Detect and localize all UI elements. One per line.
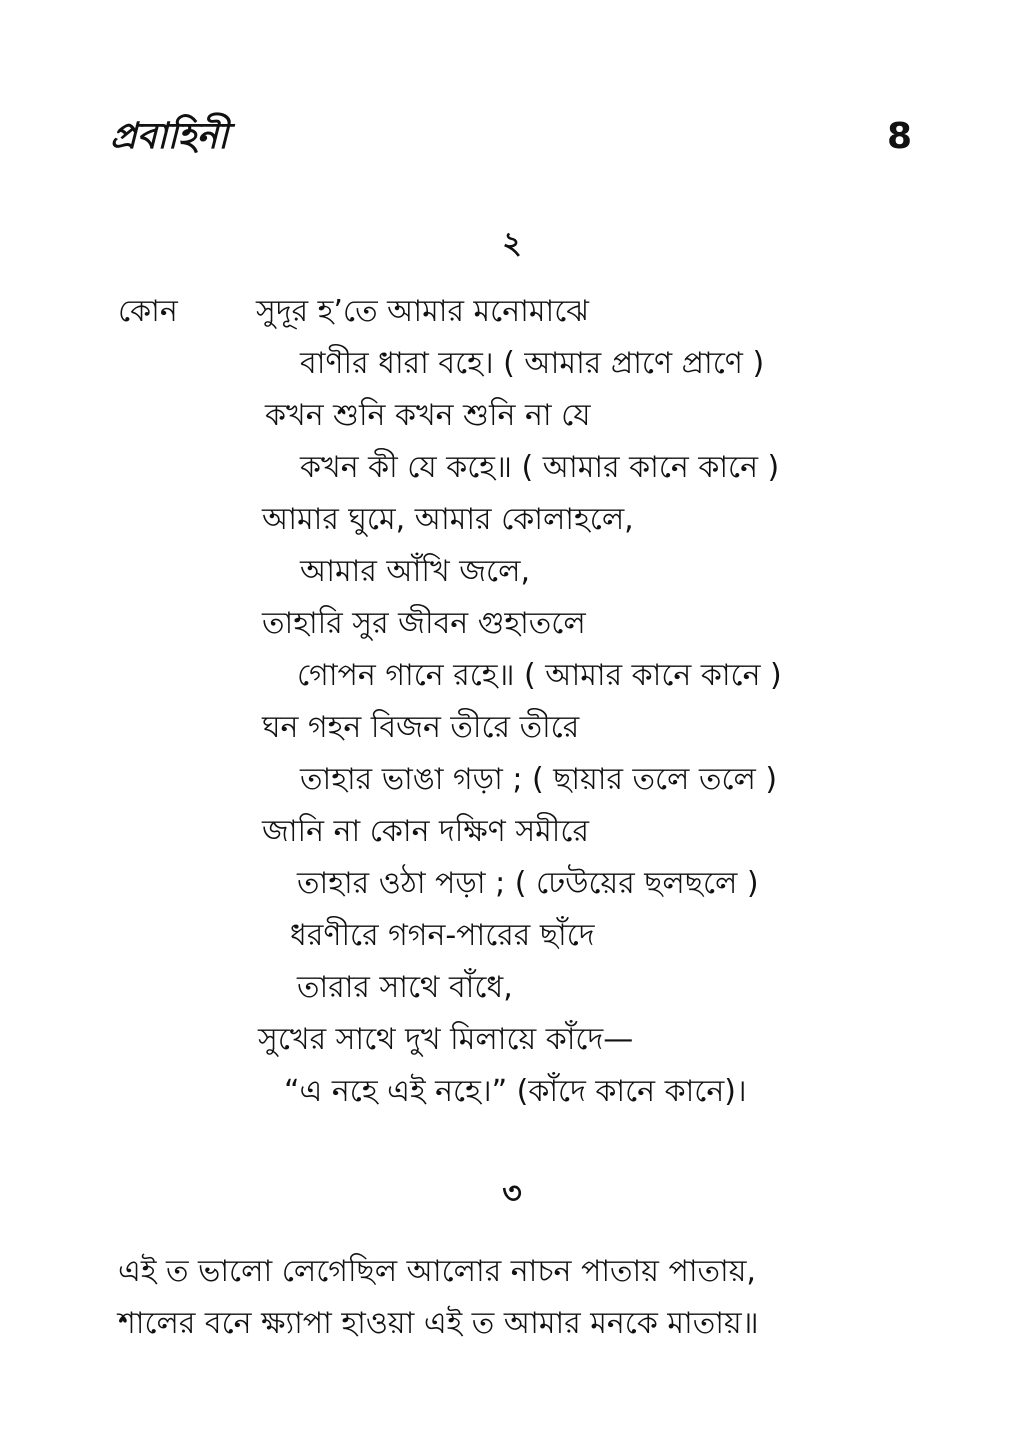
- song-2-line-10: তাহার ভাঙা গড়া ; ( ছায়ার তলে তলে ): [300, 762, 778, 797]
- song-2-line-6: আমার আঁখি জলে,: [300, 554, 530, 589]
- song-2-line-3: কখন শুনি কখন শুনি না যে: [265, 398, 591, 433]
- page-number: 8: [886, 116, 912, 157]
- song-2-lead-word: কোন: [118, 294, 178, 329]
- song-2-line-15: সুখের সাথে দুখ মিলায়ে কাঁদে—: [258, 1022, 634, 1057]
- song-2-line-8: গোপন গানে রহে॥ ( আমার কানে কানে ): [297, 658, 782, 693]
- song-number-3: ৩: [502, 1176, 522, 1211]
- running-title: প্রবাহিনী: [110, 116, 229, 157]
- song-2-line-1: সুদূর হ’তে আমার মনোমাঝে: [256, 294, 589, 329]
- song-2-line-5: আমার ঘুমে, আমার কোলাহলে,: [262, 502, 634, 537]
- song-2-line-14: তারার সাথে বাঁধে,: [297, 970, 513, 1005]
- song-2-line-12: তাহার ওঠা পড়া ; ( ঢেউয়ের ছলছলে ): [297, 866, 759, 901]
- song-number-2: ২: [502, 226, 522, 261]
- song-2-line-7: তাহারি সুর জীবন গুহাতলে: [262, 606, 586, 641]
- song-2-line-2: বাণীর ধারা বহে। ( আমার প্রাণে প্রাণে ): [300, 346, 765, 381]
- song-2-line-11: জানি না কোন দক্ষিণ সমীরে: [262, 814, 589, 849]
- song-3-line-1: এই ত ভালো লেগেছিল আলোর নাচন পাতায় পাতায়,: [118, 1254, 756, 1289]
- song-3-line-2: শালের বনে ক্ষ্যাপা হাওয়া এই ত আমার মনকে মাতায়॥: [118, 1306, 759, 1341]
- song-2-line-16: “এ নহে এই নহে।” (কাঁদে কানে কানে)।: [284, 1074, 747, 1109]
- song-2-line-4: কখন কী যে কহে॥ ( আমার কানে কানে ): [300, 450, 780, 485]
- song-2-line-13: ধরণীরে গগন-পারের ছাঁদে: [290, 918, 595, 953]
- song-2-line-9: ঘন গহন বিজন তীরে তীরে: [262, 710, 580, 745]
